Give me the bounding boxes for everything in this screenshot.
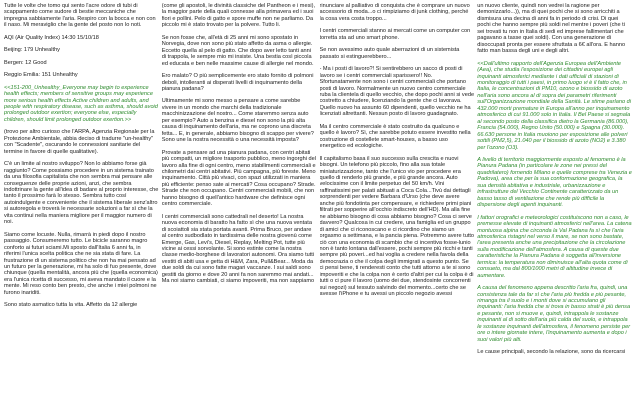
paragraph: (come gli apostoli, le divinità classiche del Pantheon e i mesi), la maggior parte della quali connesse alla primavera ed i suoi fiori e pollini. Pelo di gatto e spore muffe non ne parliamo. Da piccolo mi è stato trovato per la polvere. Tutto li. — [161, 3, 316, 29]
paragraph: (trovo per altro curioso che l'ARPA, Agenzia Regionale per la Protezione Ambientale, abbia deciso di tradurre "un-healthy" con "Scadente", oscurando le connessioni sanitarie del termine in favore di quelle qualitative). — [4, 129, 155, 155]
paragraph: Beijing: 179 Unhealthy — [4, 47, 60, 54]
paragraph: Ero malato? O più semplicemente ero stato fornito di polmoni deboli, intolleranti ai disperati livelli di inquinamento della pianura padana? — [161, 73, 314, 92]
paragraph: un nuovo cliente, quindi non vedrei la ragione per demonizzarlo...)), ma di quei pochi che si sono arricchiti a dismisura una decina di anni fa in periodo di crisi. Di quei pochi che hanno sempre più soldi nel mentre i poveri (che ti sei trovati tu non in Italia di sedi ed imprese fallimentari che pagavano a tasse quei soldi). Con una generazione di disoccupati pronta per essere sfruttata a 6€ all'ora. E hanno fatto man bassa degli uni e degli altri. — [477, 3, 626, 55]
paragraph: Le cause principali, secondo la relazione, sono da ricercarsi — [477, 349, 626, 356]
paragraph: I centri commerciali sono cattedrali nel deserto! La nostra nuova economia di baratto ha fatto sì che una nuova ventata di scoiattoli sia stata portata avanti. Prima Bruco, per andare al centro sudbodlato in tardissima delle nostra giovenù come Emerge, Gas, Levi's, Diesel, Replay, Melting Pot, tutte più vicine ai cessi sorvolante. Si sono estinte come la nostra classe medio-borghese di lavoratori autonomi. Ora siamo tutti vestiti di abiti usa e getta di H&M, Zara, Pull&Bear... Moda da due soldi da cui sono fatte magari vaccanze. I sui saldi sono gestiti da giorno e dove 20 anni fa non saremmo mai andati... Ma noi siamo cambiati, ci siamo impoveriti, ma non sappiamo — [161, 213, 315, 285]
paragraph: C'è un limite al nostro sviluppo? Non lo abbiamo forse già raggiunto? Come possiamo procedere in un sistema trainato da una filosofia capitalista che non sembra mai pensare alle conseguenze delle proprie azioni, anzi, che sembra indottrinare la gente all'idea di badare al proprio interesse, che tanto il prossimo farà lo stesso. Sembra tutto così autoindulgente e conveniente che il sistema liberale senz'altro si autoregola e troverà le necessarie soluzioni a far sì che la vita continui nella maniera migliore per il maggior numero di noi. — [4, 161, 159, 226]
paragraph: Bergen: 12 Good — [4, 59, 47, 66]
paragraph: Ma il centro commerciale è stato costruito da qualcuno e quello è lavoro? Sì, che sarebbe potuto essere investito nella costruzione di costellete smart-houses, a basso uso energetico ed ecologiche. — [319, 123, 471, 150]
paragraph: Reggio Emilia: 151 Unhealthy — [4, 72, 78, 79]
paragraph: <<151-200_Unhealthy_Everyone may begin to experience health effects; members of sensitive groups may experience more serious health effects Active children and adults, and people with respiratory disease, such as asthma, should avoid prolonged outdoor exertion; everyone else, especially children, should limit prolonged outdoor exertion.>> — [4, 84, 158, 123]
column-2 — [162, 3, 317, 400]
paragraph: <<Dall'ultimo rapporto dell'Agenzia Europea dell'Ambiente (Aea), che studia l'esposizione dei cittadini europei agli inquinanti atmosferici mediante i dati ufficiali di stazioni di monitoraggio di tutti i paesi, in primo luogo vi è il fatto che, in Italia, le concentrazioni di PM10, ozono e biossido di azoto nell'aria sono ancora al di sopra dei parametri riferimenti sull'Organizzazione mondiale della Sanità. Le stime parlano di 432.000 morti premature in Europa all'anno per inquinamento atmosferico di cui 91.000 solo in Italia. Il Bel Paese si segnala al secondo posto della classifica dietro la Germania (86.000), Francia (54.000), Regno Unito (50.000) e Spagna (30.000). 66.630 persone in Italia muoiono per esposizione alle polveri sottili (PM2,5), 21.040 per il biossido di azoto (NO2) e 3.380 per l'ozono (O3). — [477, 60, 631, 151]
paragraph: Tutte le volte che tomo qui sento l'acre odore di tubi di scappamento come sudore di bestie meccaniche che impregna sabbiamente l'aria. Respiro con la bocca e non con il naso. Mi meraviglio che la gente del posto non lo noti. — [4, 3, 156, 29]
paragraph: Ultimamente mi sono messo a pensare a come sarebbe vivere in un mondo che marchi della tradizionale macchinizzazione del nostro... Come staremmo senza auto per esempio? Auto a benzina e diesel non sono la più alta causa di inquinamento dell'aria, ma ne coprono una discreta fetta... E, in generale, abbiamo bisogno di scappo per vivere? Sono une la nostra necessità o una necessità imposta? — [161, 98, 314, 144]
paragraph: Siamo come locuste. Nulla, rimarrà in piedi dopo il nostro passaggio. Consumeremo tutto. Le bicicle saranno magro conforto ai futuri sciami.Mi sposto dall'Italia 6 anni fa, in riferimi l'unica scelta politica che ne sia stata di fare. La frustrazione di un sistema politico che non ha mai pensato ad un futuro per la generazione, mi ha solo di fuo presente, dove chiunque (quella mentalità, ancora più che (quella economica) era l'unica ricetta di successo, mi aveva mandato il cuore e la mente. Mi reso conto ben presto, che anche i miei polmoni ne furono inariditi. — [4, 231, 158, 296]
paragraph: I fattori orografici e meteorologici costituiscono non a caso, le premesse elevate di inquinanti atmosferici nell'area. La catena montuosa alpina che circonda la Val Padana fa sì che l'aria atmosferica ristagni nel verso il mare, se non sono bastate, l'area presenta anche una precipitazione che la circolazione sulla modificazione dell'atmosfera. A causa di queste due caratteristiche la Pianura Padana è soggetta all'inversione termica: la temperatura non diminuisce all'alta quota come di consueto, ma dal 800/1000 metri di altitudine invece di aumentare. — [477, 214, 632, 279]
paragraph: Se non avessimo auto quale aberrazioni di un sistemista passato si estinguerebbero... — [319, 47, 460, 60]
paragraph: Se non fosse che, all'età di 25 anni mi sono spostato in Norvegia, dove non sono più stato affetto da asma o allergie. Eccetto quella al pelo di gatto. Che dopo aver letto tanti anni di trappola, le sempre mio mi insiste. Una bestia così piccola ed educata e ben nelle massime cause di allergie nel mondo. — [161, 34, 314, 67]
paragraph: Provate a pensare ad una pianura padana, con centri abitati più compatti, un migliore trasporto pubblico, meno ingorghi del lavoro alla fine di ogni centro, meno stabilimenti commerciali e chilometri dai centri abitativi. Più campagna, più foreste. Meno inquinamento. Città più vivaci, con spazi utilizzati in maniera più efficiente: penso sate ai mercati? Cosa occupano? Strade. Strade che non occupano. Centri commerciali mobili, che non hanno bisogno di quell'antico hardware che definisce ogni centro commerciale. — [161, 149, 316, 208]
column-1 — [4, 3, 159, 400]
paragraph: AQI (Air Quality Index) 14:30 15/10/18 — [4, 34, 99, 41]
paragraph: A livello di territorio maggiormente esposto al fenomeno è la Pianura Padana (in particolare le zone nei pressi del quadrilatero) fornendo Milano e quelle comprese tra Venezia e Padova), area che per la sua conformazione geografica, la sua densità abitativa e industriale, urbanizzazione e infrastrutture del Vecchio Continente caratterizzato da un basso tasso di ventilazione che rende più difficile la dispersione degli agenti inquinanti. — [477, 156, 632, 209]
paragraph: Sono stato asmatico tutta la vita. Affetto da 12 allergie — [4, 302, 138, 309]
paragraph: Il capitalismo basa il suo successo sulla crescita e nuovi bisogni. Un telefono più piccolo, fino alla sua totale miniaturizzazione, tanto che l'unico vio per procedere era quello di renderlo più grande, e più grande ancora. Auto velocissime con il limite perpetuo del 50 km/h. Vini raffinatissimi per palati abituati a Coca Cola...Tivù dai dettagli sorprendenti per vedere Barbara d'Urso (che deve avere anche più fondotinta per compensare, e richiedere primi piani filtrati per sopperire all'occhio indiscreto dell'HD). Ma alla fine ne abbiamo bisogno di cosa abbiamo bisogno? Cosa ci serve davvero? Qualcosa in cui credere, una famiglia ed un gruppo di amici che ci riconoscano e ci ricordino che siamo un orgasmo a settimana, e la pancia piena. Potremmo avere tutto ciò con una economia di scambio che ci incentiva fosse-lunio non è tanto lontana dall'essere, pochi sempre più ricchi e tanti sempre più poveri...ed hai voglia a credere nella favola della democrazia o che il colpa degli immigrati a questo punto. Se ci pensi bene, ti renderesti conto che tutti attorno a te si sono impoveriti e che la colpa non è certo d'altri per cui la colpa è di tutti o ci pure il lavoro (uomo dei due, stendosinte concorrenti sui negozi) sul tessuto salvindo del momento...certo che se avesse l'iPhone e tu avessi un piccolo negozio avessi — [319, 155, 475, 298]
column-3 — [320, 3, 475, 400]
paragraph: A causa del fenomeno appena descritto l'aria fra, quindi, una consistenza tale da far sì che l'aria più fredda e più pesante, rimanga tra il suolo e i monti dove si accumulano gli inquinanti: l'aria fredda che si trova in basso strati è più densa e pesante, non si muove e, quindi, intrappola le sostanze inquinanti al di sotto dell'aria più calda del suolo, e intrappola le sostanze inquinanti dell'atmosfera, il fenomeno persiste per ore o intere giornate intere, l'inquinamento aumenta e dopo i suoi valori più alti. — [477, 285, 631, 343]
paragraph: rinunciare al palliativo di conquista che è comprare un nuovo accessorio di moda...o ci rimpiziamo di junk clothing, perché la cosa vera costa troppo... — [319, 3, 470, 22]
column-4 — [477, 3, 632, 400]
paragraph: I centri commerciali stanno ai mercati come un computer con torretta sta ad uno smart phone. — [319, 28, 471, 41]
paragraph: - Ma i posti di lavoro?! Si sentirebbero un sacco di posti di lavoro se i centri commerciali sparissero!! No. Sfortunatamente non sono i centri commerciali che portano posti di lavoro. Normalmente un nuovo centro commerciale ruba la clientela di quello vecchio, che dopo pochi anni si vede costretto a chiudere, licenziando la gente che ci lavorava. Quello nuovo ha assunto 60 dipendenti, quello vecchio ne ha licenziati altrettanti. Nessun posto di lavoro guadagnato. — [319, 66, 475, 118]
